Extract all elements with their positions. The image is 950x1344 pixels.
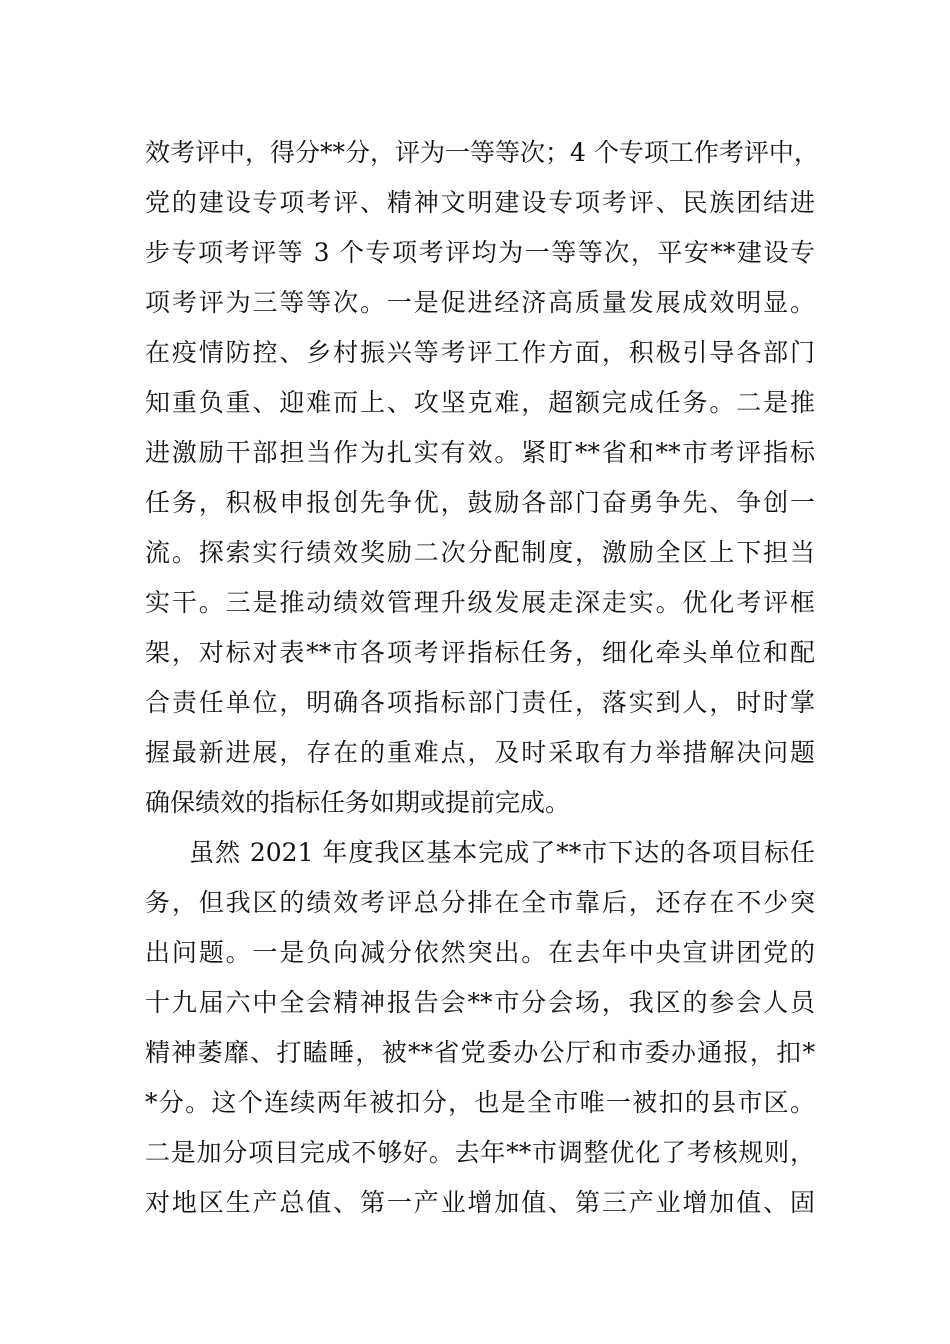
text-line: 知重负重、迎难而上、攻坚克难，超额完成任务。二是推 bbox=[145, 388, 815, 417]
text-line: 流。探索实行绩效奖励二次分配制度，激励全区上下担当 bbox=[145, 538, 815, 567]
text-line: 二是加分项目完成不够好。去年**市调整优化了考核规则， bbox=[145, 1138, 815, 1167]
text-line: 确保绩效的指标任务如期或提前完成。 bbox=[145, 788, 571, 817]
text-line: 项考评为三等等次。一是促进经济高质量发展成效明显。 bbox=[145, 288, 815, 317]
text-line: 十九届六中全会精神报告会**市分会场，我区的参会人员 bbox=[145, 988, 815, 1017]
text-line: 架，对标对表**市各项考评指标任务，细化牵头单位和配 bbox=[145, 638, 815, 667]
text-line: 党的建设专项考评、精神文明建设专项考评、民族团结进 bbox=[145, 188, 815, 217]
text-line: 握最新进展，存在的重难点，及时采取有力举措解决问题 bbox=[145, 738, 815, 767]
text-line: 实干。三是推动绩效管理升级发展走深走实。优化考评框 bbox=[145, 588, 815, 617]
paragraph-2 bbox=[145, 828, 815, 1228]
text-line: 合责任单位，明确各项指标部门责任，落实到人，时时掌 bbox=[145, 688, 815, 717]
document-body bbox=[145, 128, 819, 1228]
text-line: 对地区生产总值、第一产业增加值、第三产业增加值、固 bbox=[145, 1188, 815, 1217]
text-line: 虽然 2021 年度我区基本完成了**市下达的各项目标任 bbox=[189, 838, 815, 867]
text-line: 务，但我区的绩效考评总分排在全市靠后，还存在不少突 bbox=[145, 888, 815, 917]
text-line: 效考评中，得分**分，评为一等等次；4 个专项工作考评中， bbox=[145, 138, 819, 167]
text-line: 步专项考评等 3 个专项考评均为一等等次，平安**建设专 bbox=[145, 238, 815, 267]
text-line: 任务，积极申报创先争优，鼓励各部门奋勇争先、争创一 bbox=[145, 488, 815, 517]
text-line: 进激励干部担当作为扎实有效。紧盯**省和**市考评指标 bbox=[145, 438, 815, 467]
text-line: *分。这个连续两年被扣分，也是全市唯一被扣的县市区。 bbox=[145, 1088, 815, 1117]
text-line: 在疫情防控、乡村振兴等考评工作方面，积极引导各部门 bbox=[145, 338, 815, 367]
text-line: 出问题。一是负向减分依然突出。在去年中央宣讲团党的 bbox=[145, 938, 815, 967]
text-line: 精神萎靡、打瞌睡，被**省党委办公厅和市委办通报，扣* bbox=[145, 1038, 815, 1067]
paragraph-1 bbox=[145, 128, 819, 828]
